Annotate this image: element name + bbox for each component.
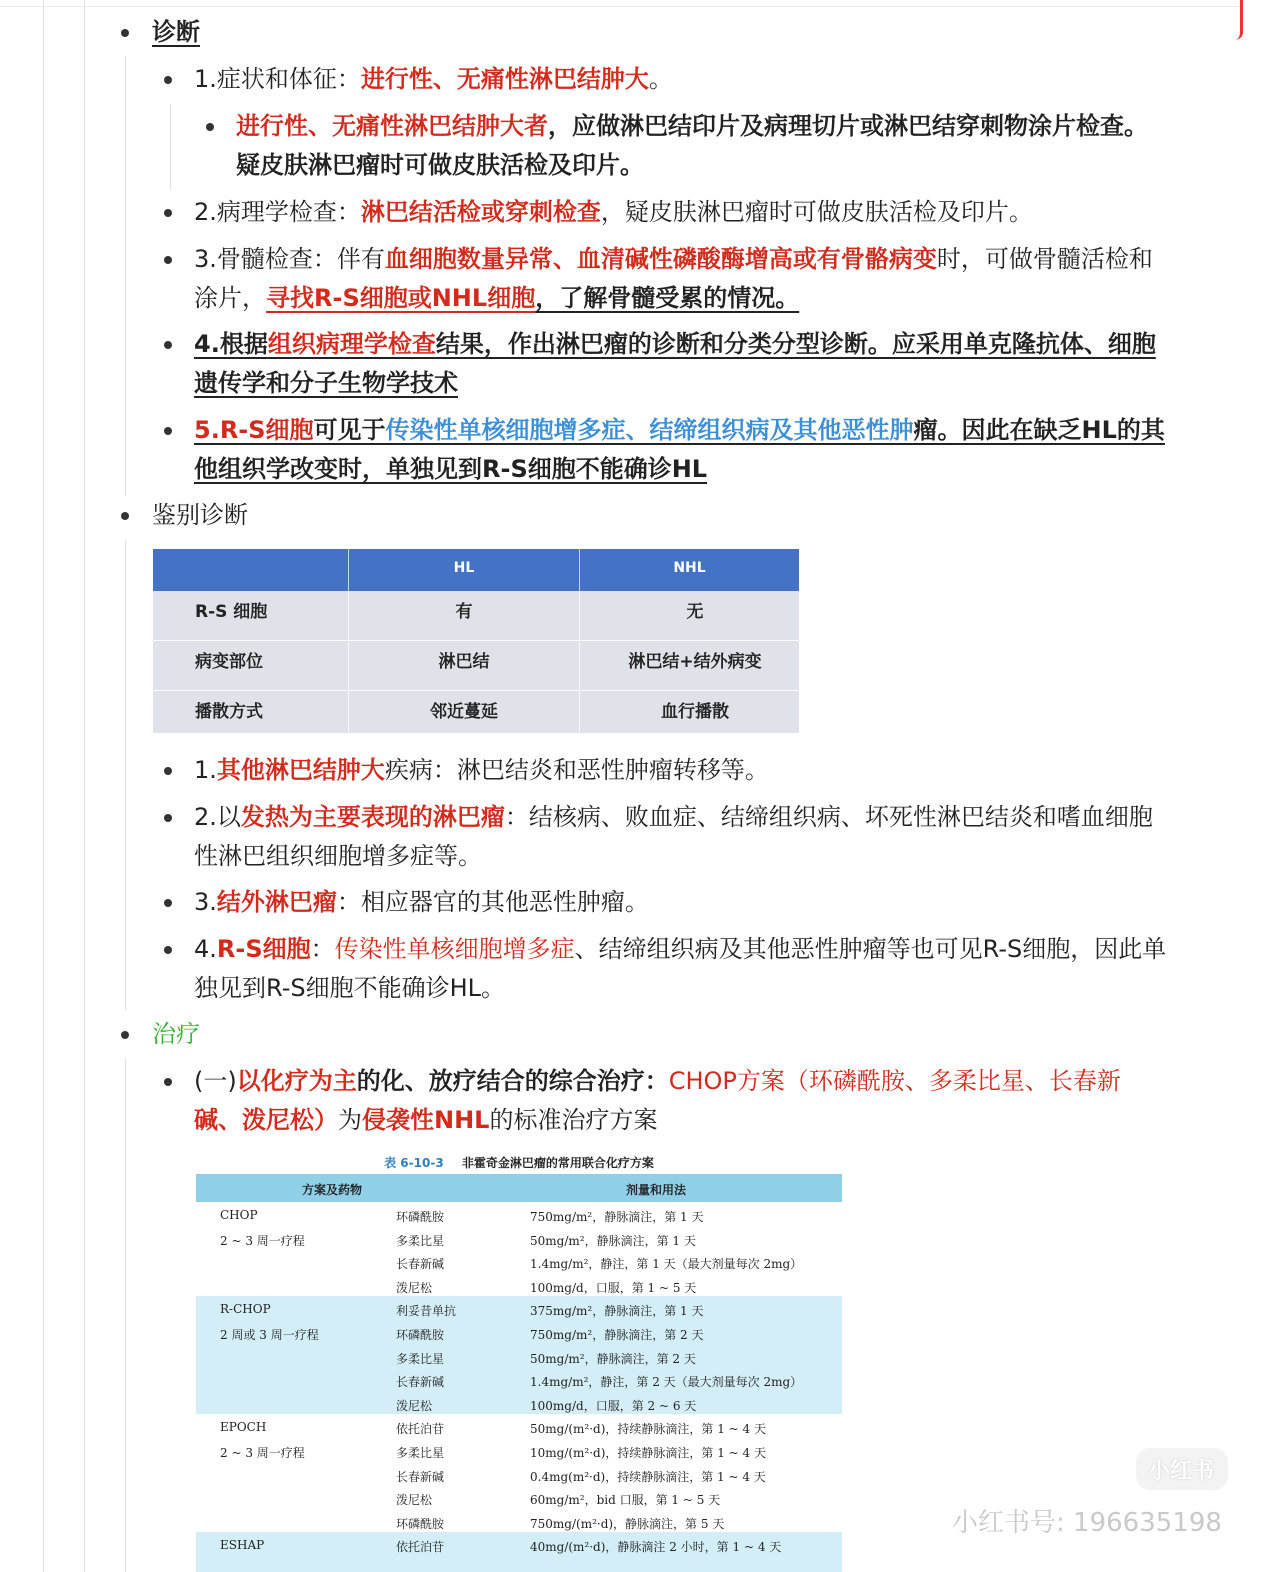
diagnosis-item-1-sub-line2: 疑皮肤淋巴瘤时可做皮肤活检及印片。 <box>236 151 644 179</box>
table-header-cell: NHL <box>673 560 706 576</box>
table-cell: 血行播散 <box>661 702 729 722</box>
bullet <box>164 341 172 349</box>
diagnosis-item-4-line1: 4.根据组织病理学检查结果，作出淋巴瘤的诊断和分类分型诊断。应采用单克隆抗体、细胞 <box>194 330 1156 358</box>
outline-guide-level2-b <box>125 540 126 1010</box>
table-caption: 表 6-10-3 非霍奇金淋巴瘤的常用联合化疗方案 <box>384 1156 654 1170</box>
diagnosis-item-3-line2: 涂片，寻找R-S细胞或NHL细胞，了解骨髓受累的情况。 <box>194 284 800 312</box>
table-cell: 病变部位 <box>195 652 263 672</box>
table-cell-plan: ESHAP <box>220 1538 265 1553</box>
table-cell-plan: 2 ~ 3 周一疗程 <box>220 1446 305 1460</box>
bullet <box>164 256 172 264</box>
bullet <box>121 29 129 37</box>
table-cell: 无 <box>686 602 704 622</box>
bullet <box>164 767 172 775</box>
table-cell-drug: 依托泊苷 <box>396 1422 445 1437</box>
chemo-regimen-table <box>196 1150 842 1572</box>
outline-guide-outer <box>43 0 44 1572</box>
diagnosis-item-5-line1: 5.R-S细胞可见于传染性单核细胞增多症、结缔组织病及其他恶性肿瘤。因此在缺乏HL的其 <box>194 416 1165 444</box>
bullet <box>164 427 172 435</box>
bullet <box>164 946 172 954</box>
table-cell-drug: 泼尼松 <box>396 1493 433 1508</box>
table-row-divider <box>153 690 799 691</box>
table-shaded-band <box>196 1296 842 1414</box>
table-cell-dose: 50mg/m²，静脉滴注，第 1 天 <box>530 1233 696 1248</box>
table-cell: R-S 细胞 <box>195 602 268 622</box>
differential-item-2-line2: 性淋巴组织细胞增多症等。 <box>194 842 482 870</box>
table-cell-drug: 长春新碱 <box>396 1257 445 1272</box>
differential-item-3: 3.结外淋巴瘤：相应器官的其他恶性肿瘤。 <box>194 888 649 916</box>
table-cell-drug: 泼尼松 <box>396 1280 433 1295</box>
table-cell-dose: 100mg/d，口服，第 2 ~ 6 天 <box>530 1398 697 1413</box>
diagnosis-item-2: 2.病理学检查：淋巴结活检或穿刺检查，疑皮肤淋巴瘤时可做皮肤活检及印片。 <box>194 198 1033 226</box>
table-header-row <box>196 1174 842 1202</box>
table-cell-plan: EPOCH <box>220 1420 267 1435</box>
bullet <box>164 814 172 822</box>
table-header-cell: HL <box>453 560 475 576</box>
table-header-cell: 剂量和用法 <box>626 1183 687 1197</box>
table-cell-dose: 50mg/m²，静脉滴注，第 2 天 <box>530 1351 696 1366</box>
table-cell-dose: 375mg/m²，静脉滴注，第 1 天 <box>530 1304 704 1319</box>
table-cell-plan: 2 ~ 3 周一疗程 <box>220 1233 305 1248</box>
diagnosis-item-5-line2: 他组织学改变时，单独见到R-S细胞不能确诊HL <box>194 455 708 483</box>
hl-nhl-comparison-table <box>153 549 799 733</box>
table-cell-dose: 60mg/m²，bid 口服，第 1 ~ 5 天 <box>530 1493 721 1508</box>
differential-item-4-line1: 4.R-S细胞：传染性单核细胞增多症、结缔组织病及其他恶性肿瘤等也可见R-S细胞，因此单 <box>194 935 1167 963</box>
diagnosis-item-4-line2: 遗传学和分子生物学技术 <box>194 369 458 397</box>
table-cell-dose: 100mg/d，口服，第 1 ~ 5 天 <box>530 1280 697 1295</box>
table-cell: 有 <box>455 602 473 622</box>
table-cell-dose: 750mg/(m²·d)，静脉滴注，第 5 天 <box>530 1516 725 1531</box>
table-cell-dose: 750mg/m²，静脉滴注，第 2 天 <box>530 1328 704 1342</box>
treatment-item-1-line1: (一)以化疗为主的化、放疗结合的综合治疗：CHOP方案（环磷酰胺、多柔比星、长春新 <box>194 1067 1121 1095</box>
diagnosis-item-3-line1: 3.骨髓检查：伴有血细胞数量异常、血清碱性磷酸酶增高或有骨骼病变时，可做骨髓活检和 <box>194 245 1153 273</box>
table-cell-dose: 0.4mg(m²·d)，持续静脉滴注，第 1 ~ 4 天 <box>530 1469 766 1484</box>
table-header-cell: 方案及药物 <box>302 1183 363 1197</box>
watermark-id: 小红书号: 196635198 <box>952 1508 1222 1538</box>
table-cell: 播散方式 <box>195 702 263 722</box>
table-cell-drug: 利妥昔单抗 <box>396 1304 457 1319</box>
bullet <box>164 899 172 907</box>
watermark-logo: 小红书 <box>1148 1459 1215 1484</box>
table-cell-drug: 多柔比星 <box>396 1351 445 1366</box>
bullet <box>206 123 214 131</box>
table-cell-dose: 750mg/m²，静脉滴注，第 1 天 <box>530 1210 704 1224</box>
table-cell: 淋巴结 <box>438 652 490 672</box>
table-cell-drug: 长春新碱 <box>396 1469 445 1484</box>
table-cell-plan: CHOP <box>220 1208 258 1222</box>
differential-heading: 鉴别诊断 <box>152 501 248 529</box>
table-cell-drug: 环磷酰胺 <box>396 1210 445 1224</box>
table-cell-drug: 环磷酰胺 <box>396 1328 445 1342</box>
diagnosis-heading: 诊断 <box>152 18 200 46</box>
bullet <box>164 1078 172 1086</box>
table-cell-drug: 多柔比星 <box>396 1233 445 1248</box>
table-cell-drug: 长春新碱 <box>396 1375 445 1390</box>
table-cell-plan: 2 周或 3 周一疗程 <box>220 1328 319 1342</box>
outline-guide-outer-2 <box>84 0 85 1572</box>
outline-guide-level3 <box>170 104 171 190</box>
table-cell: 淋巴结+结外病变 <box>628 652 762 672</box>
diagnosis-item-1: 1.症状和体征：进行性、无痛性淋巴结肿大。 <box>194 65 673 93</box>
bullet <box>164 76 172 84</box>
table-cell-drug: 依托泊苷 <box>396 1540 445 1555</box>
red-mark <box>1234 0 1243 40</box>
bullet <box>121 1031 129 1039</box>
table-cell-dose: 40mg/(m²·d)，静脉滴注 2 小时，第 1 ~ 4 天 <box>530 1540 782 1555</box>
table-cell-drug: 泼尼松 <box>396 1398 433 1413</box>
outline-guide-level2-c <box>125 1058 126 1572</box>
table-cell-dose: 10mg/(m²·d)，持续静脉滴注，第 1 ~ 4 天 <box>530 1446 767 1460</box>
top-divider <box>0 6 1240 7</box>
diagnosis-item-1-sub-line1: 进行性、无痛性淋巴结肿大者，应做淋巴结印片及病理切片或淋巴结穿刺物涂片检查。 <box>236 112 1148 140</box>
table-cell-plan: R-CHOP <box>220 1302 271 1317</box>
differential-item-4-line2: 独见到R-S细胞不能确诊HL。 <box>194 974 506 1002</box>
table-cell-drug: 多柔比星 <box>396 1446 445 1460</box>
bullet <box>164 209 172 217</box>
table-cell-drug: 环磷酰胺 <box>396 1516 445 1531</box>
table-row-divider <box>153 640 799 641</box>
table-cell: 邻近蔓延 <box>430 702 498 722</box>
bullet <box>121 512 129 520</box>
outline-guide-level2 <box>125 56 126 496</box>
table-cell-dose: 1.4mg/m²，静注，第 2 天（最大剂量每次 2mg） <box>530 1375 803 1390</box>
differential-item-1: 1.其他淋巴结肿大疾病：淋巴结炎和恶性肿瘤转移等。 <box>194 756 769 784</box>
table-cell-dose: 50mg/(m²·d)，持续静脉滴注，第 1 ~ 4 天 <box>530 1422 767 1437</box>
differential-item-2-line1: 2.以发热为主要表现的淋巴瘤：结核病、败血症、结缔组织病、坏死性淋巴结炎和嗜血细胞 <box>194 803 1153 831</box>
treatment-item-1-line2: 碱、泼尼松）为侵袭性NHL的标准治疗方案 <box>194 1106 658 1134</box>
table-cell-dose: 1.4mg/m²，静注，第 1 天（最大剂量每次 2mg） <box>530 1257 803 1272</box>
treatment-heading: 治疗 <box>152 1020 200 1048</box>
